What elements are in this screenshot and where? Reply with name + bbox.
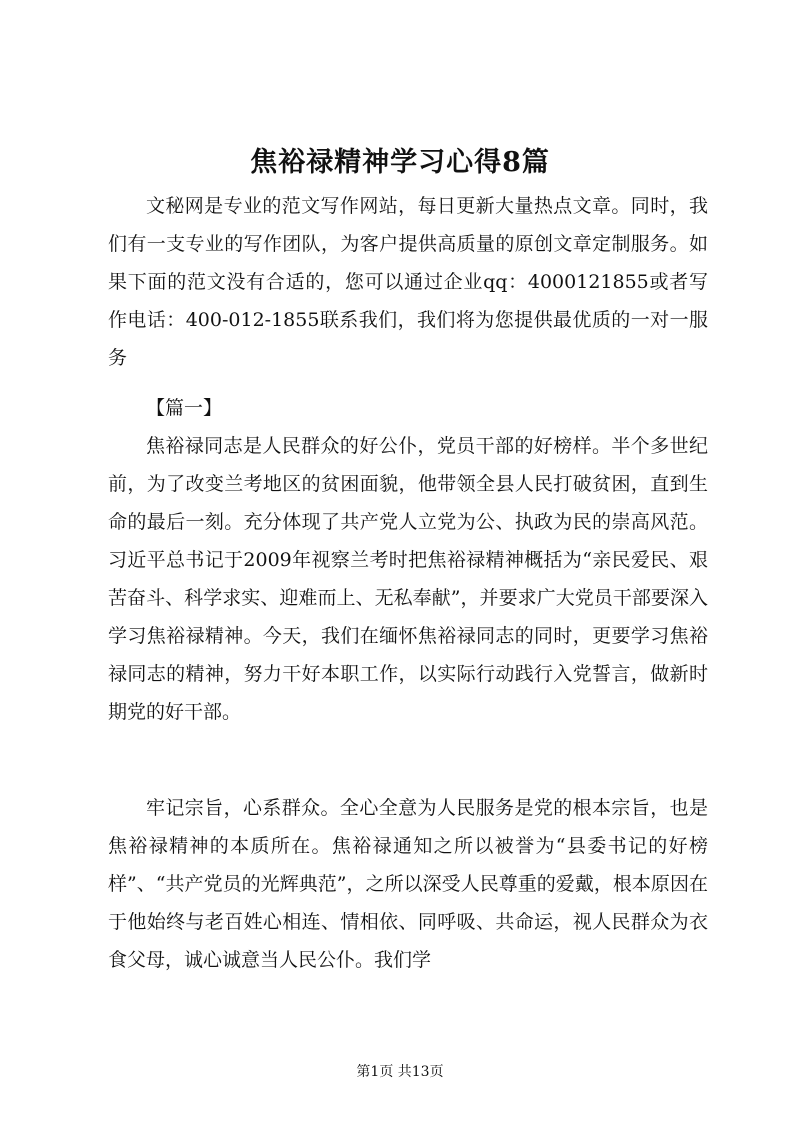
body-paragraph: 焦裕禄同志是人民群众的好公仆，党员干部的好榜样。半个多世纪前，为了改变兰考地区的贫困面貌，他带领全县人民打破贫困，直到生命的最后一刻。充分体现了共产党人立党为公、执政为民的崇高风范。习近平总书记于2009年视察兰考时把焦裕禄精神概括为“亲民爱民、艰苦奋斗、科学求实、迎难而上、无私奉献”，并要求广大党员干部要深入学习焦裕禄精神。今天，我们在缅怀焦裕禄同志的同时，更要学习焦裕禄同志的精神，努力干好本职工作，以实际行动践行入党誓言，做新时期党的好干部。 [108, 435, 708, 723]
intro-block [108, 187, 708, 377]
section-heading: 【篇一】 [146, 397, 223, 419]
document-title: 焦裕禄精神学习心得8篇 [250, 147, 550, 178]
intro-paragraph: 文秘网是专业的范文写作网站，每日更新大量热点文章。同时，我们有一支专业的写作团队，为客户提供高质量的原创文章定制服务。如果下面的范文没有合适的，您可以通过企业qq：4000121855或者写作电话：400-012-1855联系我们，我们将为您提供最优质的一对一服务 [108, 195, 708, 369]
body-block-2 [108, 789, 708, 979]
body-paragraph: 牢记宗旨，心系群众。全心全意为人民服务是党的根本宗旨，也是焦裕禄精神的本质所在。焦裕禄通知之所以被誉为“县委书记的好榜样”、“共产党员的光辉典范”，之所以深受人民尊重的爱戴，根本原因在于他始终与老百姓心相连、情相依、同呼吸、共命运，视人民群众为衣食父母，诚心诚意当人民公仆。我们学 [108, 797, 708, 971]
section-heading-block [108, 389, 708, 427]
body-block-1 [108, 427, 708, 731]
page-footer: 第1页 共13页 [356, 1064, 444, 1080]
